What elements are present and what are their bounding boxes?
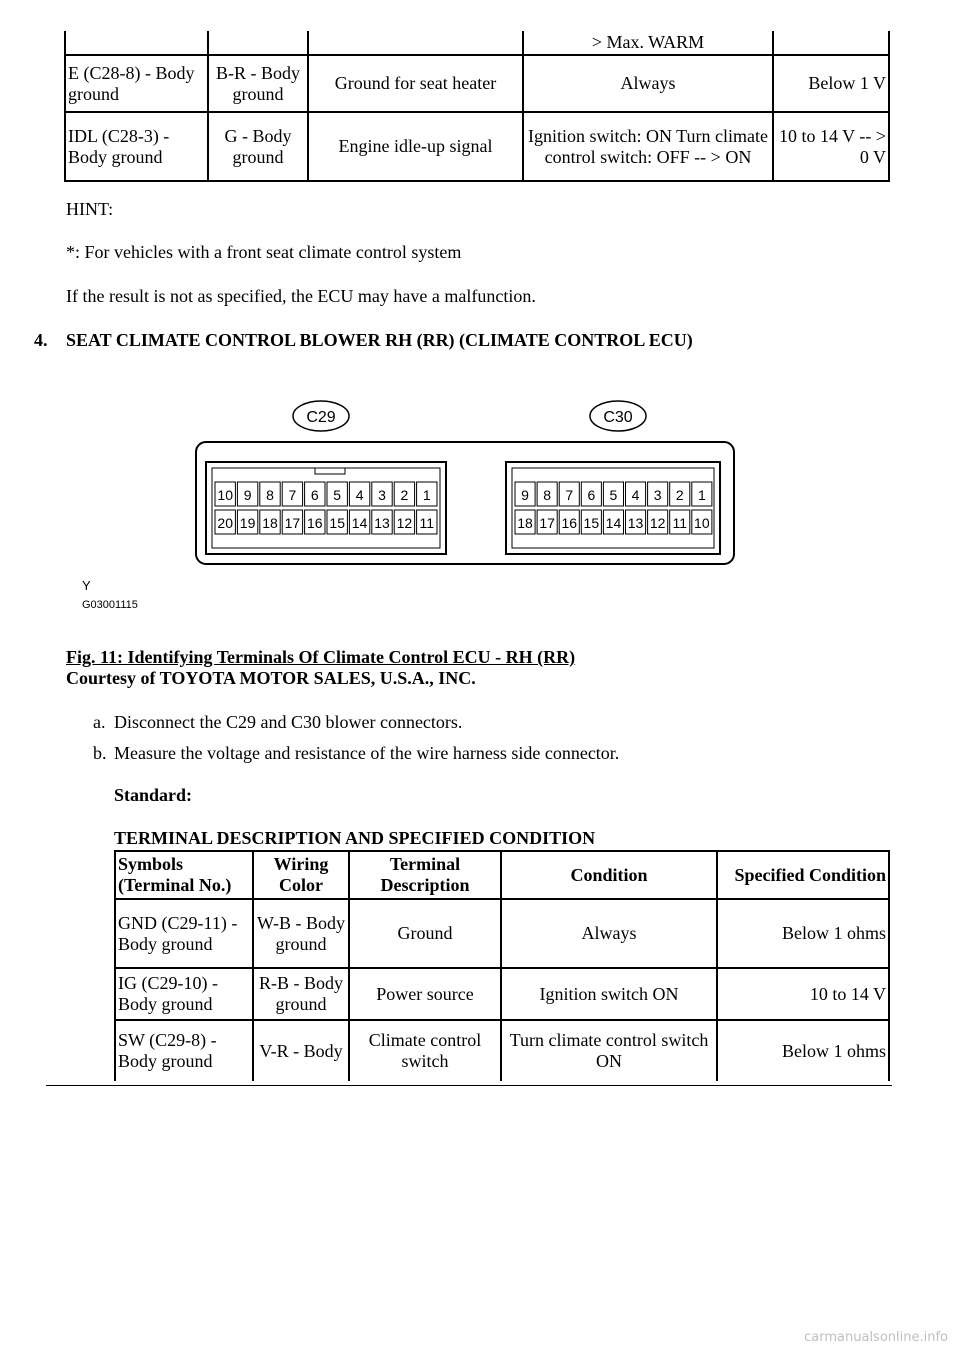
table-cell: Always xyxy=(501,899,717,968)
c30-pin-number: 3 xyxy=(653,487,662,503)
table-cell: Power source xyxy=(349,968,501,1020)
section-number: 4. xyxy=(34,330,48,350)
table-cell: > Max. WARM xyxy=(523,31,773,55)
c30-pin-number: 4 xyxy=(631,487,640,503)
connector-c30-frame xyxy=(512,468,714,548)
table-cell: Below 1 ohms xyxy=(717,1020,889,1081)
table-cell xyxy=(308,31,523,55)
table-cell xyxy=(773,31,889,55)
connector-label-c29: C29 xyxy=(306,409,336,426)
standard-label: Standard: xyxy=(114,785,193,805)
footer-watermark: carmanualsonline.info xyxy=(804,1330,948,1345)
table-cell: Climate control switch xyxy=(349,1020,501,1081)
c29-pin-number: 9 xyxy=(243,487,252,503)
table-title: TERMINAL DESCRIPTION AND SPECIFIED CONDITION xyxy=(114,828,596,848)
c30-pin-number: 17 xyxy=(539,515,555,531)
table-cell: Engine idle-up signal xyxy=(308,112,523,181)
c29-pin-number: 7 xyxy=(288,487,297,503)
spec-table-continued xyxy=(64,31,890,182)
table-cell: Ignition switch: ON Turn climate control switch: OFF -- > ON xyxy=(523,112,773,181)
c29-pin-number: 13 xyxy=(374,515,390,531)
c29-pin-number: 4 xyxy=(355,487,364,503)
connector-c29-body xyxy=(206,462,446,554)
column-header: Terminal Description xyxy=(349,851,501,899)
c29-pin-number: 8 xyxy=(266,487,274,503)
connector-figure xyxy=(60,390,760,620)
table-cell: 10 to 14 V xyxy=(717,968,889,1020)
section-title: SEAT CLIMATE CONTROL BLOWER RH (RR) (CLIMATE CONTROL ECU) xyxy=(66,330,693,350)
figure-code: G03001115 xyxy=(82,599,138,611)
step-text: Measure the voltage and resistance of the wire harness side connector. xyxy=(114,743,620,763)
page-divider xyxy=(46,1085,892,1086)
c29-pin-number: 19 xyxy=(239,515,256,531)
table-row xyxy=(65,112,889,181)
table-cell: Always xyxy=(523,55,773,112)
table-cell: Below 1 V xyxy=(773,55,889,112)
c29-pin-number: 17 xyxy=(284,515,301,531)
hint-text: *: For vehicles with a front seat climate control system xyxy=(66,242,462,262)
c29-pin-number: 16 xyxy=(307,515,323,531)
c30-pin-number: 18 xyxy=(517,515,533,531)
figure-courtesy: Courtesy of TOYOTA MOTOR SALES, U.S.A., INC. xyxy=(66,668,476,688)
connector-outline xyxy=(196,442,734,564)
table-cell: GND (C29-11) - Body ground xyxy=(115,899,253,968)
c30-pin-number: 1 xyxy=(697,487,706,503)
column-header: Symbols (Terminal No.) xyxy=(115,851,253,899)
table-cell xyxy=(208,31,308,55)
table-cell: IG (C29-10) - Body ground xyxy=(115,968,253,1020)
c30-pin-number: 8 xyxy=(543,487,552,503)
table-row xyxy=(115,899,889,968)
connector-latch xyxy=(315,468,345,474)
column-header: Specified Condition xyxy=(717,851,889,899)
c30-pin-number: 14 xyxy=(605,515,622,531)
c30-pin-number: 9 xyxy=(521,487,529,503)
connector-label-c30: C30 xyxy=(603,409,633,426)
c30-pin-number: 5 xyxy=(609,487,618,503)
c29-pin-number: 20 xyxy=(217,515,233,531)
c29-pin-number: 6 xyxy=(310,487,319,503)
table-cell: SW (C29-8) - Body ground xyxy=(115,1020,253,1081)
terminal-spec-table xyxy=(114,850,890,1081)
table-cell: R-B - Body ground xyxy=(253,968,349,1020)
table-row xyxy=(65,55,889,112)
connector-c30-body xyxy=(506,462,720,554)
table-cell: IDL (C28-3) - Body ground xyxy=(65,112,208,181)
column-header: Wiring Color xyxy=(253,851,349,899)
c30-pin-number: 13 xyxy=(627,515,644,531)
table-header-row xyxy=(115,851,889,899)
step-text: Disconnect the C29 and C30 blower connectors. xyxy=(114,712,463,732)
table-cell: E (C28-8) - Body ground xyxy=(65,55,208,112)
connector-c30-pins xyxy=(515,482,712,534)
c29-pin-number: 5 xyxy=(333,487,342,503)
table-cell: G - Body ground xyxy=(208,112,308,181)
c30-pin-number: 11 xyxy=(672,515,688,531)
c30-pin-number: 10 xyxy=(694,515,710,531)
table-cell: Ground xyxy=(349,899,501,968)
c29-pin-number: 15 xyxy=(329,515,345,531)
table-cell: Ground for seat heater xyxy=(308,55,523,112)
table-cell xyxy=(65,31,208,55)
c29-pin-number: 18 xyxy=(262,515,278,531)
table-row xyxy=(115,1020,889,1081)
step-letter: b. xyxy=(93,743,107,763)
c30-pin-number: 6 xyxy=(587,487,596,503)
figure-marker: Y xyxy=(82,578,91,593)
c29-pin-number: 11 xyxy=(419,515,435,531)
c29-pin-number: 1 xyxy=(422,487,431,503)
table-cell: W-B - Body ground xyxy=(253,899,349,968)
table-cell: Turn climate control switch ON xyxy=(501,1020,717,1081)
table-cell: B-R - Body ground xyxy=(208,55,308,112)
c29-pin-number: 10 xyxy=(217,487,233,503)
c30-pin-number: 12 xyxy=(649,515,666,531)
c29-pin-number: 12 xyxy=(396,515,413,531)
table-cell: Ignition switch ON xyxy=(501,968,717,1020)
c30-pin-number: 16 xyxy=(561,515,578,531)
table-row xyxy=(65,31,889,55)
connector-c29-frame xyxy=(212,468,440,548)
c29-pin-number: 14 xyxy=(351,515,368,531)
table-cell: 10 to 14 V -- > 0 V xyxy=(773,112,889,181)
c29-pin-number: 3 xyxy=(378,487,386,503)
step-letter: a. xyxy=(93,712,106,732)
table-row xyxy=(115,968,889,1020)
c30-pin-number: 15 xyxy=(583,515,600,531)
c30-pin-number: 7 xyxy=(565,487,574,503)
column-header: Condition xyxy=(501,851,717,899)
table-cell: V-R - Body xyxy=(253,1020,349,1081)
hint-label: HINT: xyxy=(66,199,114,219)
table-cell: Below 1 ohms xyxy=(717,899,889,968)
c29-pin-number: 2 xyxy=(400,487,409,503)
hint-text: If the result is not as specified, the ECU may have a malfunction. xyxy=(66,286,536,306)
connector-c29-pins xyxy=(215,482,437,534)
c30-pin-number: 2 xyxy=(675,487,684,503)
figure-caption: Fig. 11: Identifying Terminals Of Climate Control ECU - RH (RR) xyxy=(66,647,576,667)
